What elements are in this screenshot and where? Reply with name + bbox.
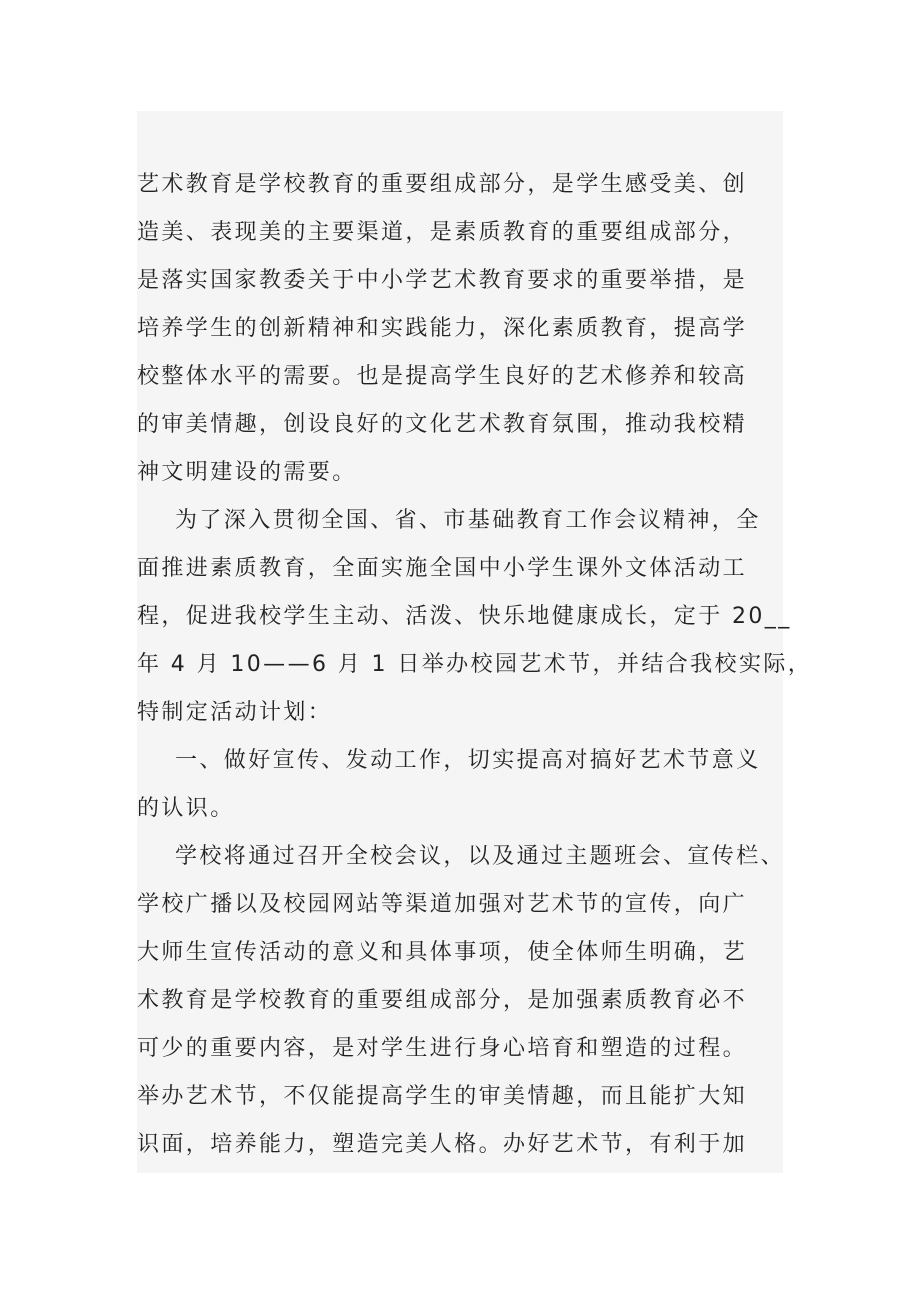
section-heading: 一、做好宣传、发动工作，切实提高对搞好艺术节意义	[175, 748, 761, 773]
body-line: 年 4 月 10——6 月 1 日举办校园艺术节，并结合我校实际，	[137, 652, 813, 677]
body-line: 特制定活动计划：	[137, 700, 333, 725]
body-line: 术教育是学校教育的重要组成部分，是加强素质教育必不	[137, 988, 748, 1013]
document-body	[137, 111, 813, 1173]
body-line: 是落实国家教委关于中小学艺术教育要求的重要举措，是	[137, 268, 748, 293]
body-line: 程，促进我校学生主动、活泼、快乐地健康成长，定于 20__	[137, 604, 792, 629]
body-line: 的认识。	[137, 796, 235, 821]
body-line: 大师生宣传活动的意义和具体事项，使全体师生明确，艺	[137, 940, 748, 965]
body-line: 艺术教育是学校教育的重要组成部分，是学生感受美、创	[137, 172, 748, 197]
paragraph-first-line: 学校将通过召开全校会议，以及通过主题班会、宣传栏、	[175, 844, 786, 869]
body-line: 可少的重要内容，是对学生进行身心培育和塑造的过程。	[137, 1036, 748, 1061]
body-line: 校整体水平的需要。也是提高学生良好的艺术修养和较高	[137, 364, 748, 389]
body-line: 学校广播以及校园网站等渠道加强对艺术节的宣传，向广	[137, 892, 748, 917]
body-line: 识面，培养能力，塑造完美人格。办好艺术节，有利于加	[137, 1132, 748, 1157]
body-line: 造美、表现美的主要渠道，是素质教育的重要组成部分，	[137, 220, 748, 245]
body-line: 神文明建设的需要。	[137, 460, 357, 485]
body-line: 培养学生的创新精神和实践能力，深化素质教育，提高学	[137, 316, 748, 341]
body-line: 的审美情趣，创设良好的文化艺术教育氛围，推动我校精	[137, 412, 748, 437]
body-line: 举办艺术节，不仅能提高学生的审美情趣，而且能扩大知	[137, 1084, 748, 1109]
paragraph-first-line: 为了深入贯彻全国、省、市基础教育工作会议精神，全	[175, 508, 761, 533]
body-line: 面推进素质教育，全面实施全国中小学生课外文体活动工	[137, 556, 748, 581]
